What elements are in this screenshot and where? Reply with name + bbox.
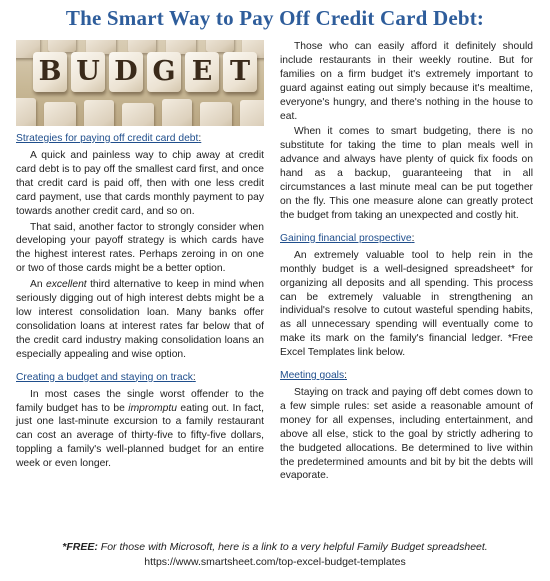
heading-text: Creating a budget and staying on track	[16, 371, 193, 383]
letter-cube-decor	[200, 102, 232, 126]
budget-letters-image	[16, 40, 264, 126]
letter-cube-decor	[206, 40, 234, 52]
letter-cube-decor	[16, 98, 36, 126]
heading-text: Meeting goals	[280, 370, 345, 382]
paragraph: When it comes to smart budgeting, there is no substitute for taking the time to plan meals well in advance and always have plenty of quick fix foods on hand as a backup, guaranteeing that in all circumstances a last minute meal can be put together on the fly. This one measure alone can greatly protect the budget from taking an unexpected and costly hit.	[280, 126, 533, 221]
letter-cube-decor	[44, 102, 76, 126]
section-heading-goals: Meeting goals:	[280, 370, 347, 382]
letter-cube: U	[71, 52, 105, 92]
letter-cube: T	[223, 52, 257, 92]
left-column	[16, 40, 264, 473]
page-title: The Smart Way to Pay Off Credit Card Debt:	[65, 6, 485, 30]
footer	[0, 540, 550, 570]
letter-cube: B	[33, 52, 67, 92]
paragraph: That said, another factor to strongly consider when developing your payoff strategy is which cards have the highest interest rates. Perhaps zeroing in on one or two of those cards might be a better option.	[16, 221, 264, 275]
text-run: An	[30, 279, 47, 291]
letter-cube-decor	[240, 100, 264, 126]
footer-note	[0, 540, 550, 555]
letter-cube-decor	[84, 100, 114, 126]
emphasis-text: excellent	[46, 279, 87, 291]
footer-note-text: For those with Microsoft, here is a link to a very helpful Family Budget spreadsheet.	[97, 541, 488, 553]
heading-text: Strategies for paying off credit card debt	[16, 133, 199, 144]
paragraph: An extremely valuable tool to help rein in the monthly budget is a well-designed spreadsheet* for organizing all deposits and all spending. This process can be extremely valuable in strengthening an individual's resolve to cutout wasteful spending habits, as all unnecessary spending will eventually come to make its mark on the family's financial ledger. *Free Excel Templates link below.	[280, 249, 533, 359]
letter-cube: G	[147, 52, 181, 92]
letter-cube-decor	[122, 103, 154, 126]
letter-cube: D	[109, 52, 143, 92]
footer-note-label: *FREE:	[62, 541, 98, 553]
heading-text: Gaining financial prospective	[280, 232, 412, 244]
letter-cube: E	[185, 52, 219, 92]
letter-cube-decor	[48, 40, 76, 52]
emphasis-text: impromptu	[128, 402, 177, 414]
text-run: third alternative to keep in mind when seriously digging out of high interest debts might be a low interest consolidation loan. Many banks offer consolidation loans at interest rates far below that of the credit card industry making consolidation loans an especially appealing and wise option.	[16, 279, 264, 360]
paragraph: A quick and painless way to chip away at credit card debt is to pay off the smallest card first, and once that credit card is paid off, then with one less credit card payment, use that cards monthly payment to pay towards another credit card, and so on.	[16, 150, 264, 217]
section-heading-financial: Gaining financial prospective:	[280, 232, 415, 244]
footer-link[interactable]: https://www.smartsheet.com/top-excel-budget-templates	[144, 556, 406, 568]
paragraph	[16, 278, 264, 361]
text-run: In most cases the single worst offender to the family budget has to be	[16, 388, 264, 414]
section-heading-strategies: Strategies for paying off credit card debt:	[16, 133, 202, 144]
paragraph: Staying on track and paying off debt comes down to a few simple rules: set aside a reasonable amount of money for all expenses, including entertainment, and above all else, stick to the goal by strictly adhering to the budgeted allocations. Be determined to live within the predetermined amounts and bit by bit the debts will evaporate.	[280, 387, 533, 482]
letter-cube-decor	[162, 99, 192, 126]
section-heading-budget: Creating a budget and staying on track:	[16, 371, 196, 383]
paragraph: Those who can easily afford it definitely should include restaurants in their weekly routine. But for families on a firm budget it's extremely important to guard against eating out simply because it's mealtime, everyone's hungry, and there's nothing in the house to eat.	[280, 41, 533, 122]
text-run: eating out. In fact, just one last-minute excursion to a family restaurant can cost an average of thirty-five to fifty-five dollars, toppling a family's well-planned budget for an entire week or even longer.	[16, 402, 264, 470]
paragraph	[16, 388, 264, 471]
right-column	[280, 40, 533, 485]
